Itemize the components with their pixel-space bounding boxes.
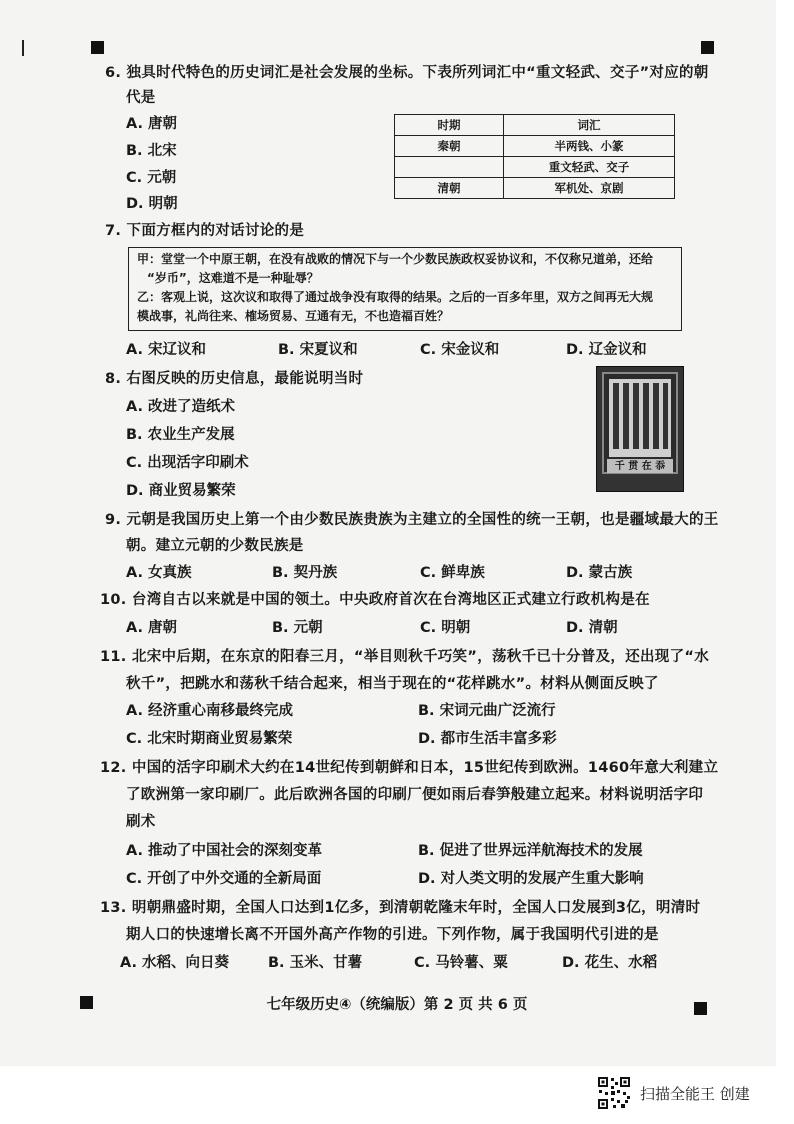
q6-option-c: C. 元朝 [126,170,177,186]
question-6-stem-cont: 代是 [126,90,156,106]
q12-option-c: C. 开创了中外交通的全新局面 [126,871,322,887]
question-11-stem-cont: 秋千”，把跳水和荡秋千结合起来，相当于现在的“花样跳水”。材料从侧面反映了 [126,676,659,692]
dialogue-line: 模战事，礼尚往来、榷场贸易、互通有无，不也造福百姓？ [137,309,450,323]
table-cell: 秦朝 [395,136,504,157]
q12-option-a: A. 推动了中国社会的深刻变革 [126,843,323,859]
registration-mark [701,41,714,54]
table-cell: 重文轻武、交子 [504,157,675,178]
q11-option-b: B. 宋词元曲广泛流行 [418,703,556,719]
question-12-stem-end: 刷术 [126,814,156,830]
question-12-stem-cont: 了欧洲第一家印刷厂。此后欧洲各国的印刷厂便如雨后春笋般建立起来。材料说明活字印 [126,787,704,803]
question-6-stem: 6. 独具时代特色的历史词汇是社会发展的坐标。下表所列词汇中“重文轻武、交子”对应的朝 [105,65,709,81]
table-row [395,178,675,199]
table-header-terms: 词汇 [504,115,675,136]
table-row [395,157,675,178]
q13-option-a: A. 水稻、向日葵 [120,955,230,971]
question-11-stem: 11. 北宋中后期，在东京的阳春三月，“举目则秋千巧笑”，荡秋千已十分普及，还出现了“水 [100,649,710,665]
q11-option-d: D. 都市生活丰富多彩 [418,731,557,747]
q11-option-a: A. 经济重心南移最终完成 [126,703,294,719]
qr-code-icon [597,1076,631,1110]
q12-option-d: D. 对人类文明的发展产生重大影响 [418,871,644,887]
question-7-stem: 7. 下面方框内的对话讨论的是 [105,223,305,239]
scanner-watermark: 扫描全能王 创建 [640,1085,750,1103]
q12-option-b: B. 促进了世界远洋航海技术的发展 [418,843,643,859]
question-9-stem-cont: 朝。建立元朝的少数民族是 [126,538,304,554]
q10-option-d: D. 清朝 [566,620,618,636]
q10-option-a: A. 唐朝 [126,620,178,636]
q6-option-a: A. 唐朝 [126,116,178,132]
q11-option-c: C. 北宋时期商业贸易繁荣 [126,731,293,747]
dialogue-line: 乙：客观上说，这次议和取得了通过战争没有取得的结果。之后的一百多年里，双方之间再无大规 [137,290,654,304]
q7-option-d: D. 辽金议和 [566,342,647,358]
question-13-stem-cont: 期人口的快速增长离不开国外高产作物的引进。下列作物，属于我国明代引进的是 [126,927,659,943]
table-row [395,115,675,136]
question-8-stem: 8. 右图反映的历史信息，最能说明当时 [105,371,364,387]
table-cell [395,157,504,178]
q9-option-b: B. 契丹族 [272,565,338,581]
question-13-stem: 13. 明朝鼎盛时期，全国人口达到1亿多，到清朝乾隆末年时，全国人口发展到3亿，明清时 [100,900,701,916]
q8-option-c: C. 出现活字印刷术 [126,455,249,471]
q9-option-a: A. 女真族 [126,565,192,581]
q7-option-b: B. 宋夏议和 [278,342,358,358]
dialogue-line: “岁币”，这难道不是一种耻辱？ [147,271,319,285]
q6-option-b: B. 北宋 [126,143,177,159]
q10-option-c: C. 明朝 [420,620,471,636]
banknote-illustration [597,367,683,491]
q8-option-a: A. 改进了造纸术 [126,399,236,415]
dialogue-box [128,247,682,331]
q10-option-b: B. 元朝 [272,620,323,636]
q7-option-c: C. 宋金议和 [420,342,500,358]
table-cell: 清朝 [395,178,504,199]
dialogue-line: 甲：堂堂一个中原王朝，在没有战败的情况下与一个少数民族政权妥协议和，不仅称兄道弟，还给 [137,252,654,266]
q13-option-d: D. 花生、水稻 [562,955,658,971]
q8-option-d: D. 商业贸易繁荣 [126,483,236,499]
q9-option-d: D. 蒙古族 [566,565,633,581]
question-12-stem: 12. 中国的活字印刷术大约在14世纪传到朝鲜和日本，15世纪传到欧洲。1460年意大利建立 [100,760,719,776]
vocabulary-table [394,114,675,199]
page-footer: 七年级历史④（统编版）第 2 页 共 6 页 [266,997,528,1013]
q7-option-a: A. 宋辽议和 [126,342,207,358]
q13-option-b: B. 玉米、甘薯 [268,955,363,971]
table-cell: 半两钱、小篆 [504,136,675,157]
paper-money-image [596,366,684,492]
question-9-stem: 9. 元朝是我国历史上第一个由少数民族贵族为主建立的全国性的统一王朝，也是疆域最大的王 [105,512,719,528]
table-cell: 军机处、京剧 [504,178,675,199]
q8-option-b: B. 农业生产发展 [126,427,235,443]
table-header-period: 时期 [395,115,504,136]
registration-mark [91,41,104,54]
q9-option-c: C. 鲜卑族 [420,565,485,581]
q13-option-c: C. 马铃薯、粟 [414,955,508,971]
banknote-caption: 千 贯 在 忝 [614,461,666,472]
question-10-stem: 10. 台湾自古以来就是中国的领土。中央政府首次在台湾地区正式建立行政机构是在 [100,592,650,608]
table-row [395,136,675,157]
margin-tick [22,40,24,56]
q6-option-d: D. 明朝 [126,196,178,212]
